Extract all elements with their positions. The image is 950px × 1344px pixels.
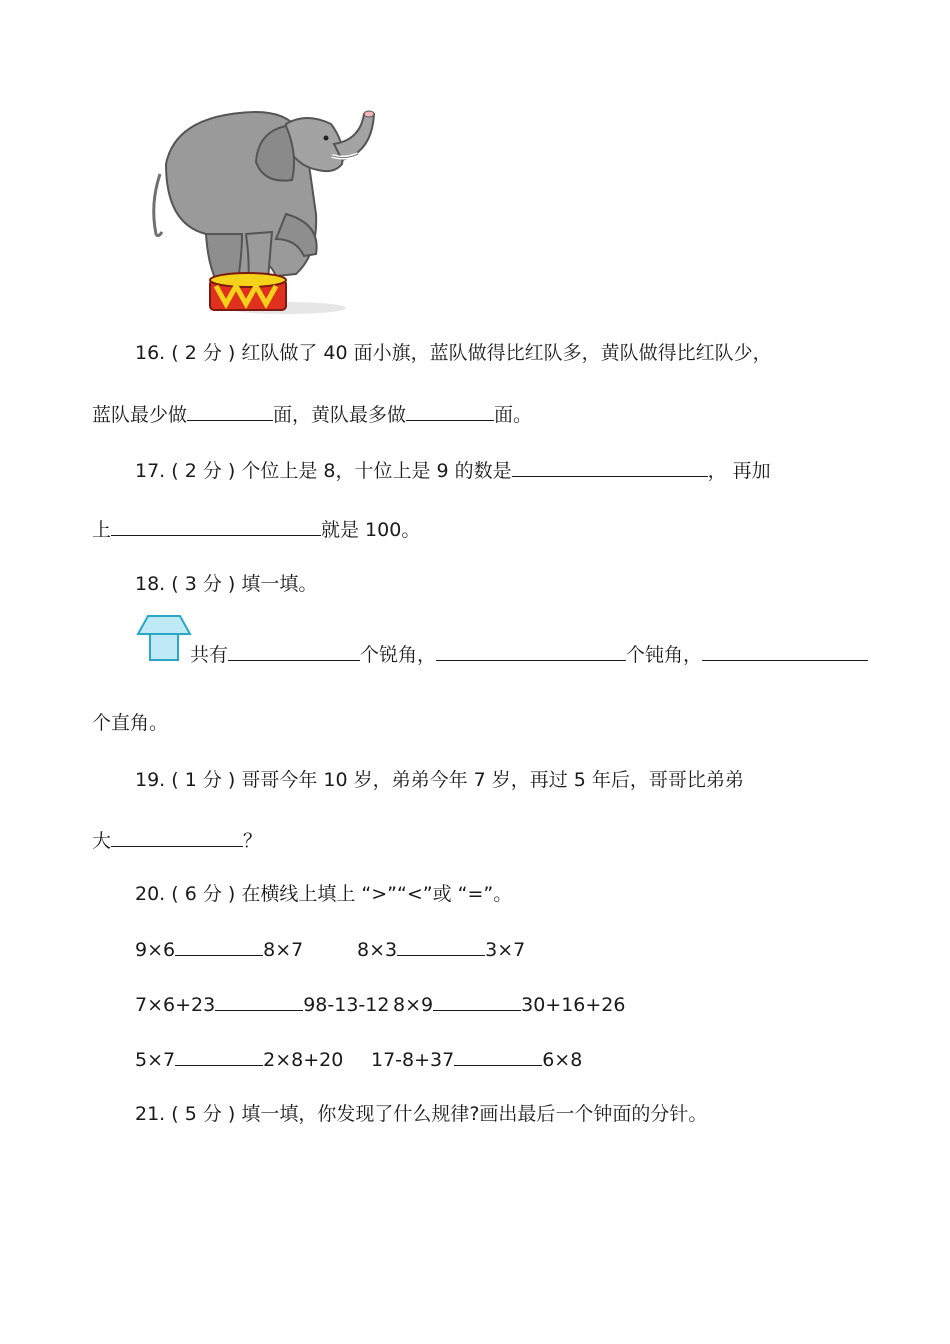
q19-answer-blank[interactable] — [111, 826, 243, 847]
q16-line-1: 16. ( 2 分 ) 红队做了 40 面小旗，蓝队做得比红队多，黄队做得比红队少， — [135, 342, 772, 364]
q19-text-a: 大 — [92, 830, 112, 852]
q20-item-1-blank[interactable] — [175, 935, 263, 956]
q17-text-d: 就是 100。 — [321, 519, 421, 541]
q20-item-3-right: 98-13-12 — [303, 994, 390, 1016]
q20-item-3-left: 7×6+23 — [135, 994, 216, 1016]
q18-line-1 — [190, 640, 868, 668]
q20-item-4-blank[interactable] — [433, 990, 521, 1011]
q16-text-a: 蓝队最少做 — [92, 404, 188, 426]
q17-line-1 — [135, 456, 771, 484]
q19-line-2 — [92, 826, 262, 854]
q20-item-5-right: 2×8+20 — [263, 1049, 344, 1071]
q20-item-5-left: 5×7 — [135, 1049, 176, 1071]
q20-item-2 — [357, 935, 525, 963]
q18-acute-blank[interactable] — [228, 640, 360, 661]
q18-text-c: 个钝角， — [626, 644, 703, 666]
q20-item-1-right: 8×7 — [263, 939, 304, 961]
q20-item-2-left: 8×3 — [357, 939, 398, 961]
q20-item-3 — [135, 990, 389, 1018]
q20-item-2-right: 3×7 — [485, 939, 526, 961]
q20-item-4 — [393, 990, 625, 1018]
q18-text-b: 个锐角， — [360, 644, 437, 666]
q20-item-1-left: 9×6 — [135, 939, 176, 961]
q20-item-4-left: 8×9 — [393, 994, 434, 1016]
q20-item-6 — [371, 1045, 582, 1073]
q18-right-blank[interactable] — [702, 640, 868, 661]
q20-item-5-blank[interactable] — [175, 1045, 263, 1066]
q19-text-b: ？ — [243, 830, 263, 852]
q16-text-c: 面。 — [494, 404, 533, 426]
q21-title: 21. ( 5 分 ) 填一填，你发现了什么规律?画出最后一个钟面的分针。 — [135, 1103, 708, 1125]
q20-item-5 — [135, 1045, 343, 1073]
elephant-on-drum-illustration — [146, 104, 396, 318]
q16-text-b: 面，黄队最多做 — [273, 404, 407, 426]
q20-item-6-right: 6×8 — [542, 1049, 583, 1071]
q17-number-blank[interactable] — [512, 456, 708, 477]
q20-item-2-blank[interactable] — [397, 935, 485, 956]
q16-blue-min-blank[interactable] — [187, 400, 273, 421]
q17-text-b: ， 再加 — [707, 460, 771, 482]
q20-item-6-left: 17-8+37 — [371, 1049, 455, 1071]
q18-title: 18. ( 3 分 ) 填一填。 — [135, 573, 318, 595]
q16-yellow-max-blank[interactable] — [406, 400, 494, 421]
q17-text-c: 上 — [92, 519, 112, 541]
q17-text-a: 17. ( 2 分 ) 个位上是 8，十位上是 9 的数是 — [135, 460, 512, 482]
q18-text-a: 共有 — [190, 644, 229, 666]
q16-line-2 — [92, 400, 532, 428]
q19-line-1: 19. ( 1 分 ) 哥哥今年 10 岁，弟弟今年 7 岁，再过 5 年后，哥哥比弟弟 — [135, 769, 744, 791]
q20-item-6-blank[interactable] — [454, 1045, 542, 1066]
q20-item-4-right: 30+16+26 — [521, 994, 626, 1016]
q18-line-2: 个直角。 — [92, 712, 169, 734]
q20-item-1 — [135, 935, 303, 963]
house-shape-figure — [136, 614, 192, 662]
q17-line-2 — [92, 515, 420, 543]
q20-title: 20. ( 6 分 ) 在横线上填上 “>”“<”或 “=”。 — [135, 883, 513, 905]
q18-obtuse-blank[interactable] — [436, 640, 626, 661]
q20-item-3-blank[interactable] — [215, 990, 303, 1011]
q17-add-blank[interactable] — [111, 515, 321, 536]
